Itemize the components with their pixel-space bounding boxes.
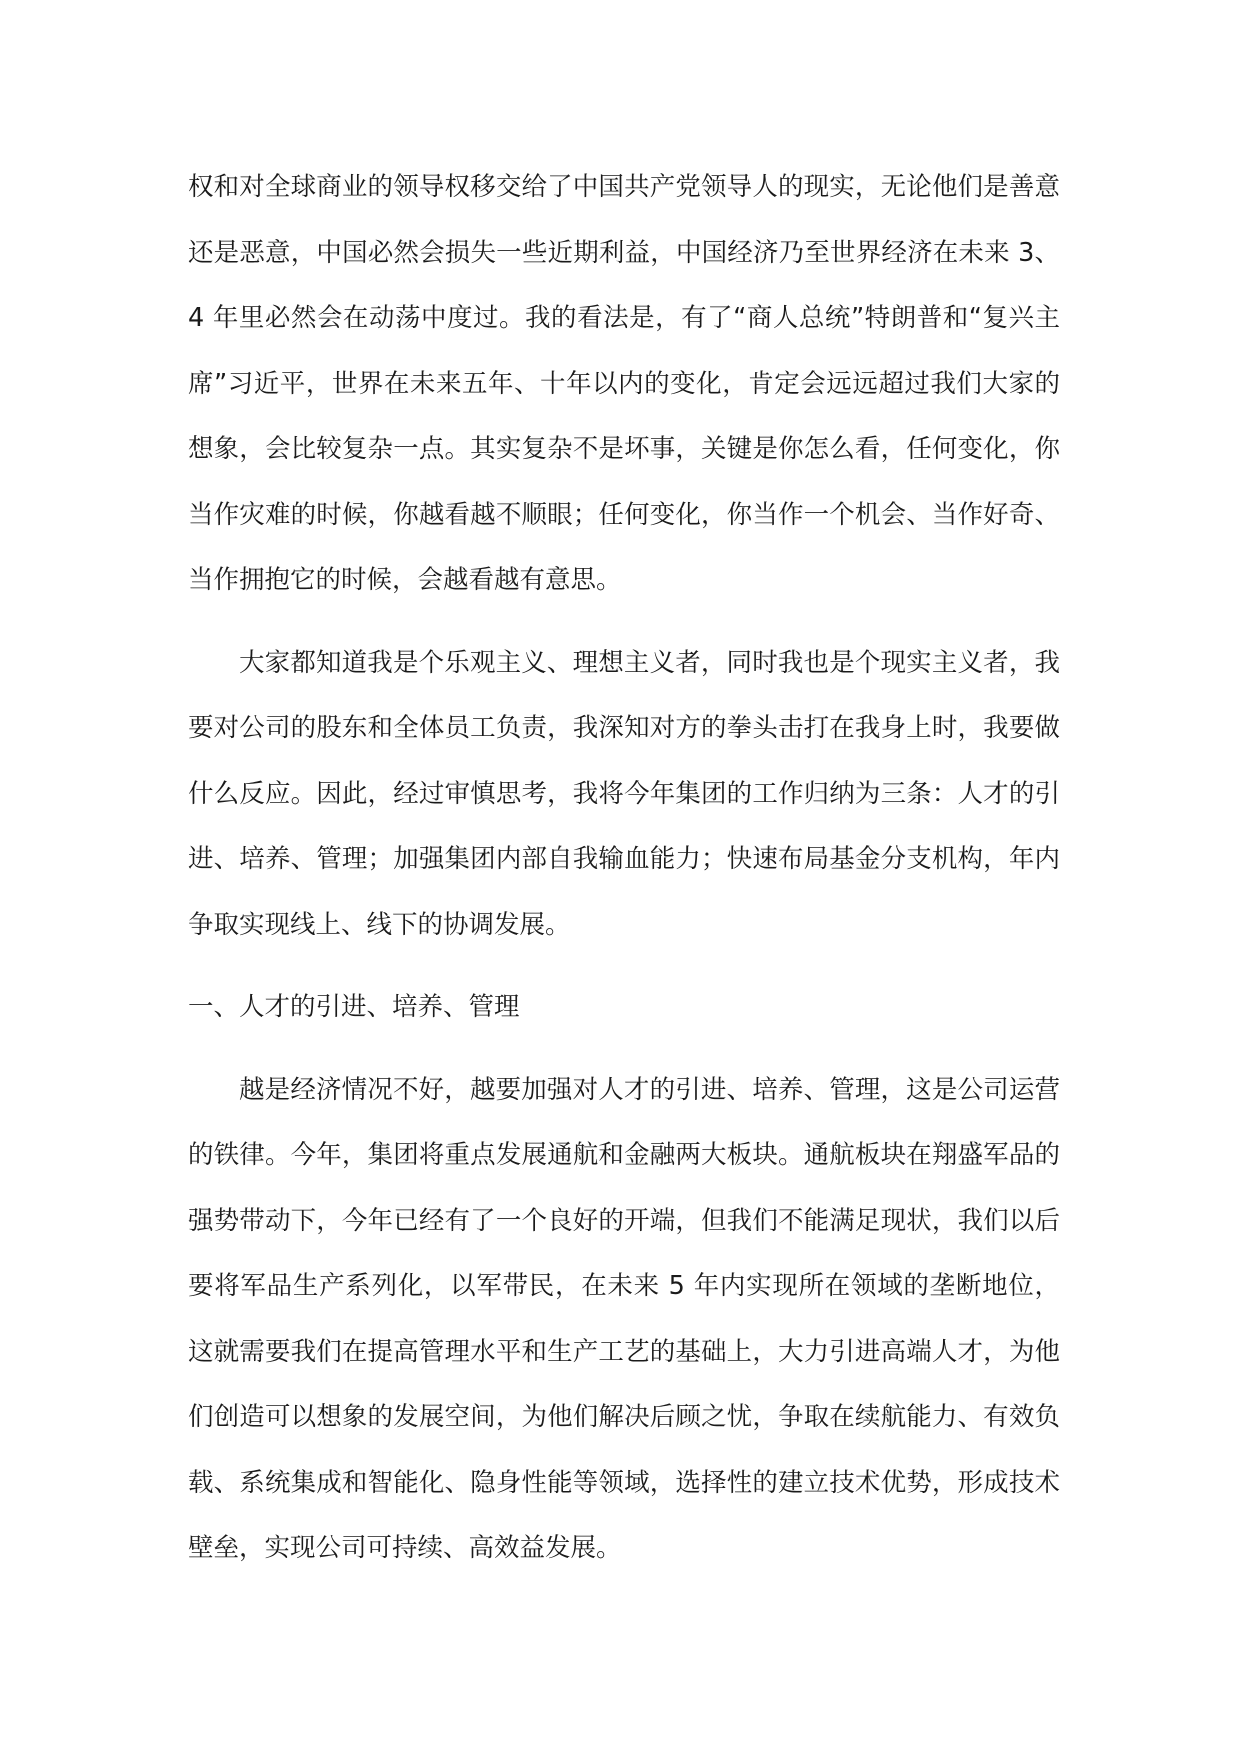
body-paragraph: 越是经济情况不好，越要加强对人才的引进、培养、管理，这是公司运营的铁律。今年，集团将重点发展通航和金融两大板块。通航板块在翔盛军品的强势带动下，今年已经有了一个良好的开端，但我们不能满足现状，我们以后要将军品生产系列化，以军带民，在未来 5 年内实现所在领域的垄断地位，这就需要我们在提高管理水平和生产工艺的基础上，大力引进高端人才，为他们创造可以想象的发展空间，为他们解决后顾之忧，争取在续航能力、有效负载、系统集成和智能化、隐身性能等领域，选择性的建立技术优势，形成技术壁垒，实现公司可持续、高效益发展。 [188,1074,1060,1563]
document-page [188,155,1060,1582]
body-paragraph-continued: 权和对全球商业的领导权移交给了中国共产党领导人的现实，无论他们是善意还是恶意，中国必然会损失一些近期利益，中国经济乃至世界经济在未来 3、4 年里必然会在动荡中度过。我的看法是，有了“商人总统”特朗普和“复兴主席”习近平，世界在未来五年、十年以内的变化，肯定会远远超过我们大家的想象，会比较复杂一点。其实复杂不是坏事，关键是你怎么看，任何变化，你当作灾难的时候，你越看越不顺眼；任何变化，你当作一个机会、当作好奇、当作拥抱它的时候，会越看越有意思。 [188,172,1060,595]
section-heading: 一、人才的引进、培养、管理 [188,992,520,1022]
body-paragraph: 大家都知道我是个乐观主义、理想主义者，同时我也是个现实主义者，我要对公司的股东和全体员工负责，我深知对方的拳头击打在我身上时，我要做什么反应。因此，经过审慎思考，我将今年集团的工作归纳为三条：人才的引进、培养、管理；加强集团内部自我输血能力；快速布局基金分支机构，年内争取实现线上、线下的协调发展。 [188,647,1060,940]
